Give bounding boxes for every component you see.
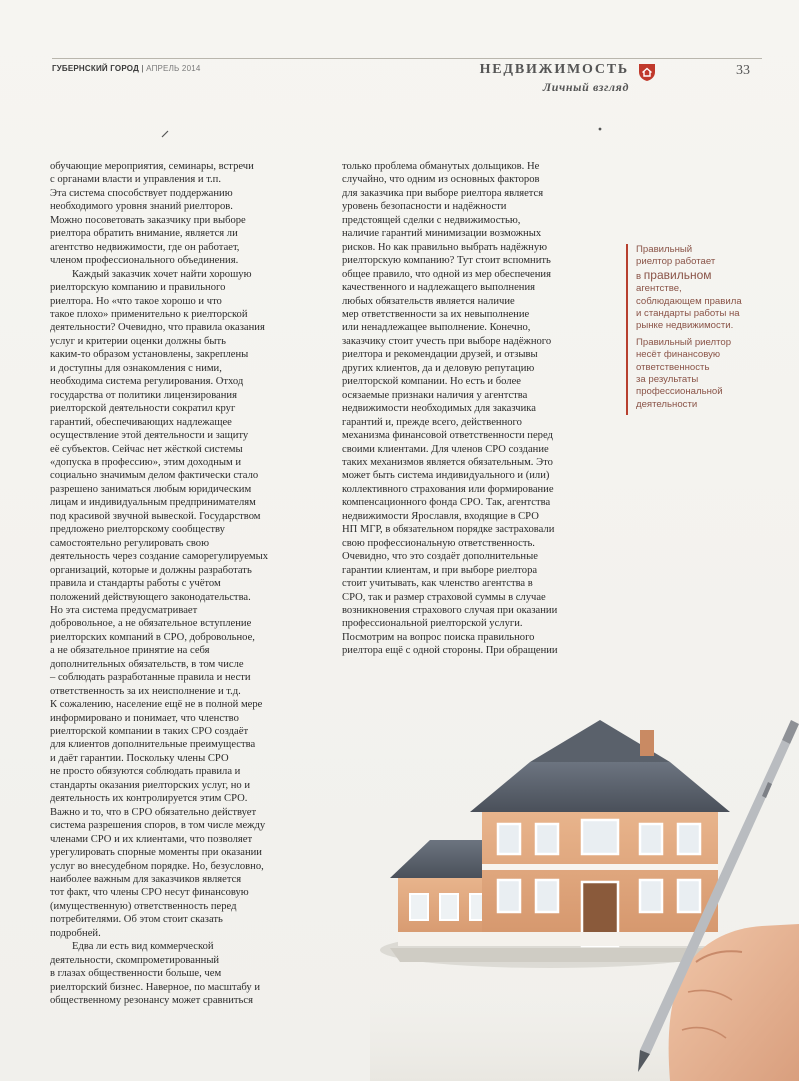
house-shield-icon [637,62,657,82]
pull-quote-1-end: агентстве, соблюдающем правила и стандарты работы на рынке недвижимости. [636,283,742,332]
running-head [52,64,201,73]
header-rule [52,58,762,59]
article-column-left [50,160,335,1008]
running-head-separator: | [139,64,147,73]
section-subtitle: Личный взгляд [542,80,629,94]
publication-name: ГУБЕРНСКИЙ ГОРОД [52,64,139,73]
paragraph: Каждый заказчик хочет найти хорошую риелторскую компанию и правильного риелтора. Но «что такое хорошо и что такое плохо» применительно к риелторской деятельности? Очевидно, что правила оказания услуг и критерии оценки должны быть каким-то образом установлены, закреплены и доступны для ознакомления с ними, необходима система регулирования. Отход государства от политики лицензирования риелторской деятельности сократил круг гарантий, обеспечивающих надлежащее осуществление этой деятельности и защиту её субъектов. Сейчас нет жёсткой системы «допуска в профессию», этим доходным и социально значимым делом фактически стало разрешено заниматься любым юридическим лицам и индивидуальным предпринимателям под красивой звучной вывеской. Государством предложено риелторскому сообществу самостоятельно регулировать свою деятельность через создание саморегулируемых организаций, которые и должны разработать правила и стандарты работы с учётом положений действующего законодательства. Но эта система предусматривает добровольное, а не обязательное вступление риелторских компаний в СРО, добровольное, а не обязательное принятие на себя дополнительных обязательств, в том числе – соблюдать разработанные правила и нести ответственность за их неисполнение и т.д. К сожалению, население ещё не в полной мере информировано и понимает, что членство риелторской компании в таких СРО создаёт для клиентов дополнительные преимущества и даёт гарантии. Поскольку члены СРО не просто обязуются соблюдать правила и стандарты оказания риелторских услуг, но и деятельность их контролируется этим СРО. Важно и то, что в СРО обязательно действует система разрешения споров, в том числе между членами СРО и их клиентами, что позволяет урегулировать спорные моменты при оказании услуг во внесудебном порядке. Но, безусловно, наиболее важным для заказчиков является тот факт, что члены СРО несут финансовую (имущественную) ответственность перед потребителями. Об этом стоит сказать подробней. [50,268,269,939]
pull-quote-1-start: Правильный риелтор работает в [636,244,716,282]
paragraph: только проблема обманутых дольщиков. Не случайно, что одним из основных факторов для заказчика при выборе риелтора является уровень безопасности и надёжности предстоящей сделки с недвижимостью, наличие гарантий минимизации возможных рисков. Но как правильно выбрать надёжную риелторскую компанию? Тут стоит вспомнить общее правило, что одной из мер обеспечения качественного и надлежащего выполнения любых обязательств является наличие мер ответственности за их невыполнение или ненадлежащее выполнение. Конечно, заказчику стоит учесть при выборе надёжного риелтора и рекомендации друзей, и отзывы других клиентов, да и деловую репутацию риелторской компании. Но есть и более осязаемые признаки наличия у агентства недвижимости необходимых для заказчика гарантий и, прежде всего, действенного механизма финансовой ответственности перед своими клиентами. Для членов СРО создание таких механизмов является обязательным. Это может быть система индивидуального и (или) коллективного страхования или формирование компенсационного фонда СРО. Так, агентства недвижимости Ярославля, входящие в СРО НП МГР, в обязательном порядке застраховали свою профессиональную ответственность. Очевидно, что это создаёт дополнительные гарантии клиентам, и при выборе риелтора стоит учитывать, как членство агентства в СРО, так и размер страховой суммы в случае возникновения страхового случая при оказании профессиональной риелторской услуги. Посмотрим на вопрос поиска правильного риелтора ещё с одной стороны. При обращении [342,161,558,657]
house-illustration [370,700,799,1081]
pull-quote-sidebar [626,244,772,415]
page-number: 33 [736,63,750,78]
article-column-middle [342,160,627,658]
pull-quote-2: Правильный риелтор несёт финансовую ответственность за результаты профессиональной деятельности [636,336,732,410]
print-speck [596,125,604,133]
paragraph: Едва ли есть вид коммерческой деятельности, скомпрометированный в глазах общественности больше, чем риелторский бизнес. Наверное, по масштабу и общественному резонансу может сравниться [50,941,261,1007]
section-title: НЕДВИЖИМОСТЬ [479,62,629,77]
issue-date: АПРЕЛЬ 2014 [146,64,201,73]
pull-quote-1-emphasis: правильном [643,267,712,282]
print-speck [160,128,172,140]
paragraph: обучающие мероприятия, семинары, встречи с органами власти и управления и т.п. Эта система способствует поддержанию необходимого уровня знаний риелторов. Можно посоветовать заказчику при выборе риелтора обратить внимание, является ли агентство недвижимости, где он работает, членом профессионального объединения. [50,161,254,267]
pull-quote-1 [636,244,772,333]
section-heading [480,62,629,95]
